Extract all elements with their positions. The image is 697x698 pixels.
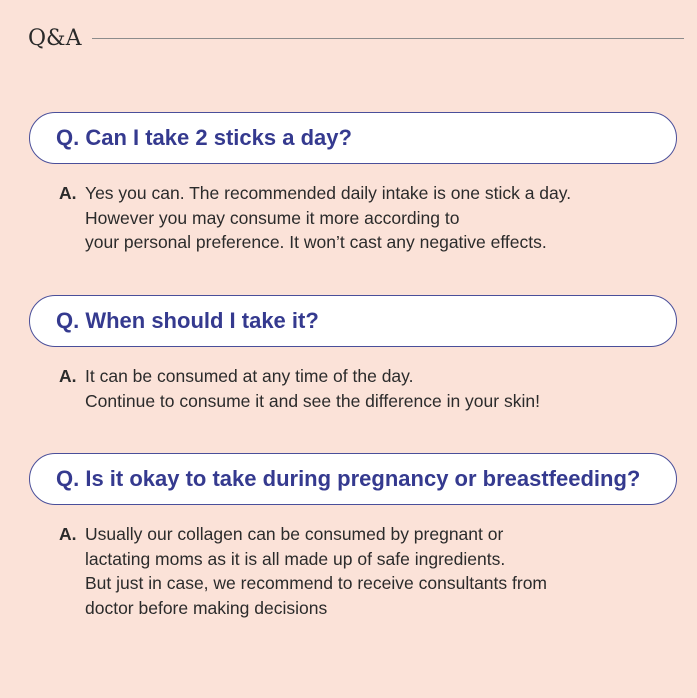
qa-item-1 — [29, 112, 677, 255]
qa-item-3 — [29, 453, 677, 620]
qa-item-2 — [29, 295, 677, 413]
answer-line: Continue to consume it and see the difference in your skin! — [85, 390, 540, 411]
answer-block — [59, 364, 677, 413]
answer-line: your personal preference. It won’t cast any negative effects. — [85, 232, 547, 252]
answer-prefix: A. — [59, 366, 77, 386]
answer-block — [59, 522, 677, 620]
header-divider — [92, 38, 684, 39]
answer-line: However you may consume it more according to — [85, 207, 460, 228]
answer-line: doctor before making decisions — [85, 597, 328, 618]
answer-prefix: A. — [59, 183, 77, 203]
question-pill: Q. When should I take it? — [29, 295, 677, 347]
answer-line: But just in case, we recommend to receive consultants from — [85, 573, 548, 593]
question-pill: Q. Can I take 2 sticks a day? — [29, 112, 677, 164]
answer-line: lactating moms as it is all made up of safe ingredients. — [85, 548, 506, 569]
question-pill: Q. Is it okay to take during pregnancy or breastfeeding? — [29, 453, 677, 505]
answer-prefix: A. — [59, 524, 77, 544]
answer-line: It can be consumed at any time of the day. — [85, 366, 414, 386]
answer-line: Yes you can. The recommended daily intake is one stick a day. — [85, 183, 572, 203]
answer-line: Usually our collagen can be consumed by pregnant or — [85, 524, 504, 544]
qa-header — [28, 20, 684, 56]
answer-block — [59, 181, 677, 255]
page-title: Q&A — [28, 25, 82, 51]
